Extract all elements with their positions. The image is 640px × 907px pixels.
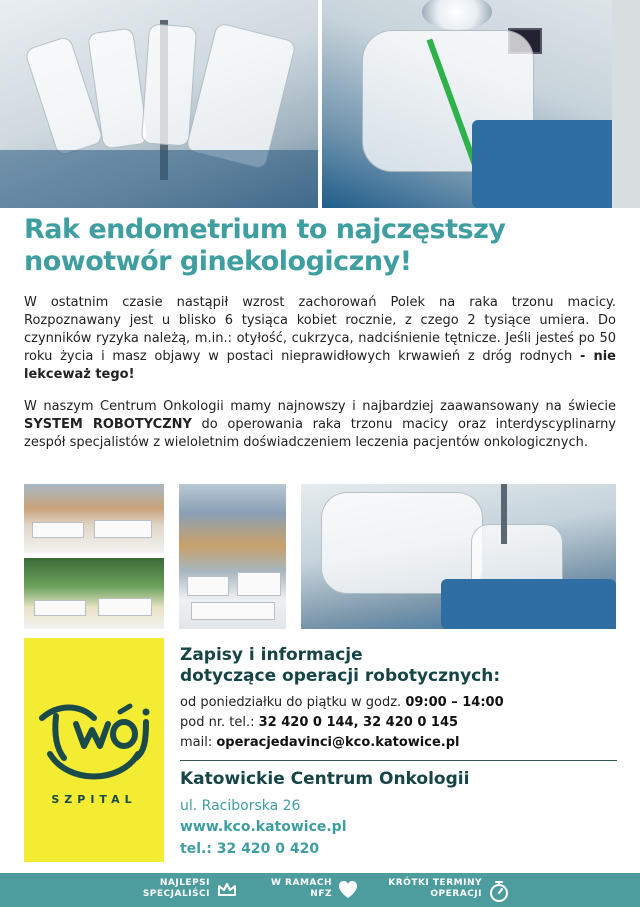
twoj-szpital-logo: [24, 638, 164, 862]
intro-text: W ostatnim czasie nastąpił wzrost zachorowań Polek na raka trzonu macicy. Rozpoznawany jest u blisko 6 tysiąca kobiet rocznie, z czego 2 tysiące umiera. Do czynników ryzyka należą, m.in.: otyłość, cukrzyca, nadciśnienie tętnicze. Jeśli jesteś po 50 roku życia i masz objawy w postaci nieprawidłowych krwawień z dróg rodnych: [24, 295, 616, 364]
intro-emphasis: - nie lekceważ tego!: [24, 349, 616, 382]
hero-photo-operating-room: [322, 0, 640, 208]
crown-icon: [216, 879, 238, 901]
contact-phone: [180, 714, 458, 732]
contact-heading-line2: dotyczące operacji robotycznych:: [180, 666, 501, 686]
phone-label: pod nr. tel.:: [180, 715, 259, 730]
hours-label: od poniedziałku do piątku w godz.: [180, 695, 406, 710]
institution-website[interactable]: www.kco.katowice.pl: [180, 819, 347, 835]
stopwatch-icon: [488, 879, 510, 903]
footer-item-short-terms: [370, 878, 482, 900]
logo-mark-icon: [24, 638, 164, 862]
headline: [24, 214, 624, 278]
footer-item3-line2: OPERACJI: [430, 889, 482, 899]
headline-line2: nowotwór ginekologiczny!: [24, 246, 412, 277]
hours-value: 09:00 – 14:00: [405, 695, 504, 710]
center-text-after: do operowania raka trzonu macicy oraz interdyscyplinarny zespół specjalistów z wieloletnim doświadczeniem leczenia pacjentów onkologicznych.: [24, 417, 616, 450]
logo-word: SZPITAL: [51, 793, 137, 806]
photo-hospital-room-2: [24, 558, 164, 629]
hero-photo-robot-arms: [0, 0, 318, 208]
footer-item-specialists: [120, 878, 210, 900]
heart-icon: [337, 879, 359, 901]
footer-item-nfz: [242, 878, 332, 900]
footer-item2-line2: NFZ: [310, 889, 332, 899]
center-text-before: W naszym Centrum Onkologii mamy najnowszy i najbardziej zaawansowany na świecie: [24, 399, 616, 414]
footer-item3-line1: KRÓTKI TERMINY: [388, 878, 482, 888]
mail-value[interactable]: operacjedavinci@kco.katowice.pl: [216, 735, 460, 750]
divider: [180, 760, 617, 761]
institution-address: ul. Raciborska 26: [180, 798, 301, 814]
photo-hospital-room-3: [179, 484, 286, 629]
center-highlight: SYSTEM ROBOTYCZNY: [24, 417, 192, 432]
photo-robotic-system: [301, 484, 616, 629]
institution-name: Katowickie Centrum Onkologii: [180, 769, 470, 789]
contact-hours: [180, 694, 504, 712]
photo-hospital-room-1: [24, 484, 164, 553]
footer-item1-line1: NAJLEPSI: [159, 878, 210, 888]
center-paragraph: [24, 398, 616, 452]
contact-mail: [180, 734, 460, 752]
contact-heading-line1: Zapisy i informacje: [180, 645, 363, 665]
institution-phone: tel.: 32 420 0 420: [180, 841, 320, 857]
footer-item1-line2: SPECJALIŚCI: [142, 889, 210, 899]
headline-line1: Rak endometrium to najczęstszy: [24, 214, 506, 245]
intro-paragraph: [24, 294, 616, 384]
footer-item2-line1: W RAMACH: [270, 878, 332, 888]
mail-label: mail:: [180, 735, 217, 750]
phone-value: 32 420 0 144, 32 420 0 145: [258, 715, 459, 730]
